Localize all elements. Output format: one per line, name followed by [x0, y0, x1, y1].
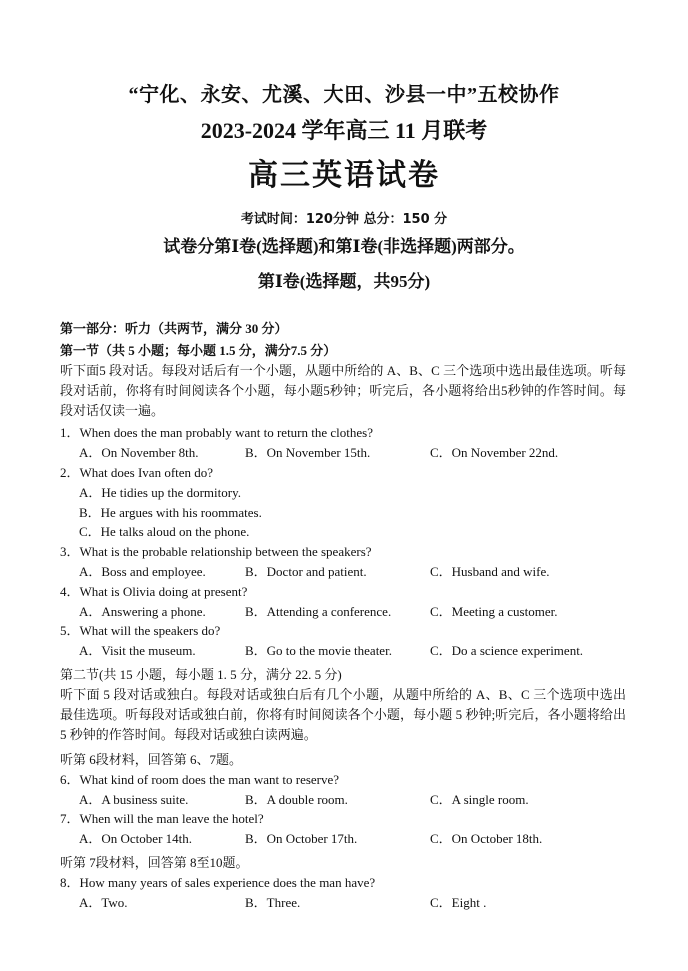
q2-option-a: A．He tidies up the dormitory. [79, 485, 241, 500]
question-3: 3．What is the probable relationship between the speakers? [60, 544, 372, 559]
question-8: 8．How many years of sales experience does the man have? [60, 875, 376, 890]
section1-title: 第一节（共 5 小题；每小题 1.5 分，满分7.5 分） [60, 343, 337, 358]
q4-option-b: B．Attending a conference. [245, 604, 392, 619]
q6-option-c: C．A single room. [430, 792, 529, 807]
question-4: 4．What is Olivia doing at present? [60, 584, 248, 599]
q2-option-c: C．He talks aloud on the phone. [79, 524, 250, 539]
part1-title: 第一部分：听力（共两节，满分 30 分） [60, 321, 288, 336]
q7-option-a: A．On October 14th. [79, 831, 193, 846]
question-2: 2．What does Ivan often do? [60, 465, 214, 480]
volume-title: 第Ⅰ卷(选择题，共95分) [257, 272, 431, 291]
q8-option-a: A．Two. [79, 895, 128, 910]
school-collaboration-title: “宁化、永安、尤溪、大田、沙县一中”五校协作 [128, 84, 560, 106]
q4-option-a: A．Answering a phone. [79, 604, 206, 619]
q5-option-c: C．Do a science experiment. [430, 643, 584, 658]
structure-note: 试卷分第Ⅰ卷(选择题)和第Ⅰ卷(非选择题)两部分。 [163, 237, 525, 256]
q6-option-b: B．A double room. [245, 792, 348, 807]
q3-option-b: B．Doctor and patient. [245, 564, 367, 579]
q5-option-b: B．Go to the movie theater. [245, 643, 392, 658]
q1-option-b: B．On November 15th. [245, 445, 371, 460]
section2-title: 第二节(共 15 小题，每小题 1. 5 分，满分 22. 5 分) [60, 667, 342, 682]
q7-option-c: C．On October 18th. [430, 831, 543, 846]
q2-option-b: B．He argues with his roommates. [79, 505, 262, 520]
question-6: 6．What kind of room does the man want to reserve? [60, 772, 340, 787]
q8-option-b: B．Three. [245, 895, 301, 910]
q4-option-c: C．Meeting a customer. [430, 604, 558, 619]
paper-title: 高三英语试卷 [248, 159, 440, 192]
exam-year-title: 2023-2024 学年高三 11 月联考 [200, 118, 488, 143]
question-7: 7．When will the man leave the hotel? [60, 811, 264, 826]
q5-option-a: A．Visit the museum. [79, 643, 196, 658]
section1-instructions: 听下面5 段对话。每段对话后有一个小题，从题中所给的 A、B、C 三个选项中选出最佳选项。听每段对话前，你将有时间阅读各个小题，每小题5秒钟；听完后，各小题将给出5秒钟的作答时间。每段对话仅读一遍。 [60, 363, 626, 418]
material-6-note: 听第 6段材料，回答第 6、7题。 [60, 752, 243, 767]
q6-option-a: A．A business suite. [79, 792, 189, 807]
q1-option-a: A．On November 8th. [79, 445, 199, 460]
q8-option-c: C．Eight . [430, 895, 487, 910]
q7-option-b: B．On October 17th. [245, 831, 358, 846]
question-1: 1．When does the man probably want to return the clothes? [60, 425, 373, 440]
q1-option-c: C．On November 22nd. [430, 445, 559, 460]
q3-option-a: A．Boss and employee. [79, 564, 206, 579]
section2-instructions: 听下面 5 段对话或独白。每段对话或独白后有几个小题，从题中所给的 A、B、C 三个选项中选出最佳选项。听每段对话或独白前，你将有时间阅读各个小题，每小题 5 秒钟;听完后，各小题将给出 5 秒钟的作答时间。每段对话或独白读两遍。 [60, 687, 626, 742]
q3-option-c: C．Husband and wife. [430, 564, 550, 579]
material-7-note: 听第 7段材料，回答第 8至10题。 [60, 855, 249, 870]
exam-meta: 考试时间：120分钟 总分：150 分 [240, 212, 448, 227]
question-5: 5．What will the speakers do? [60, 623, 221, 638]
